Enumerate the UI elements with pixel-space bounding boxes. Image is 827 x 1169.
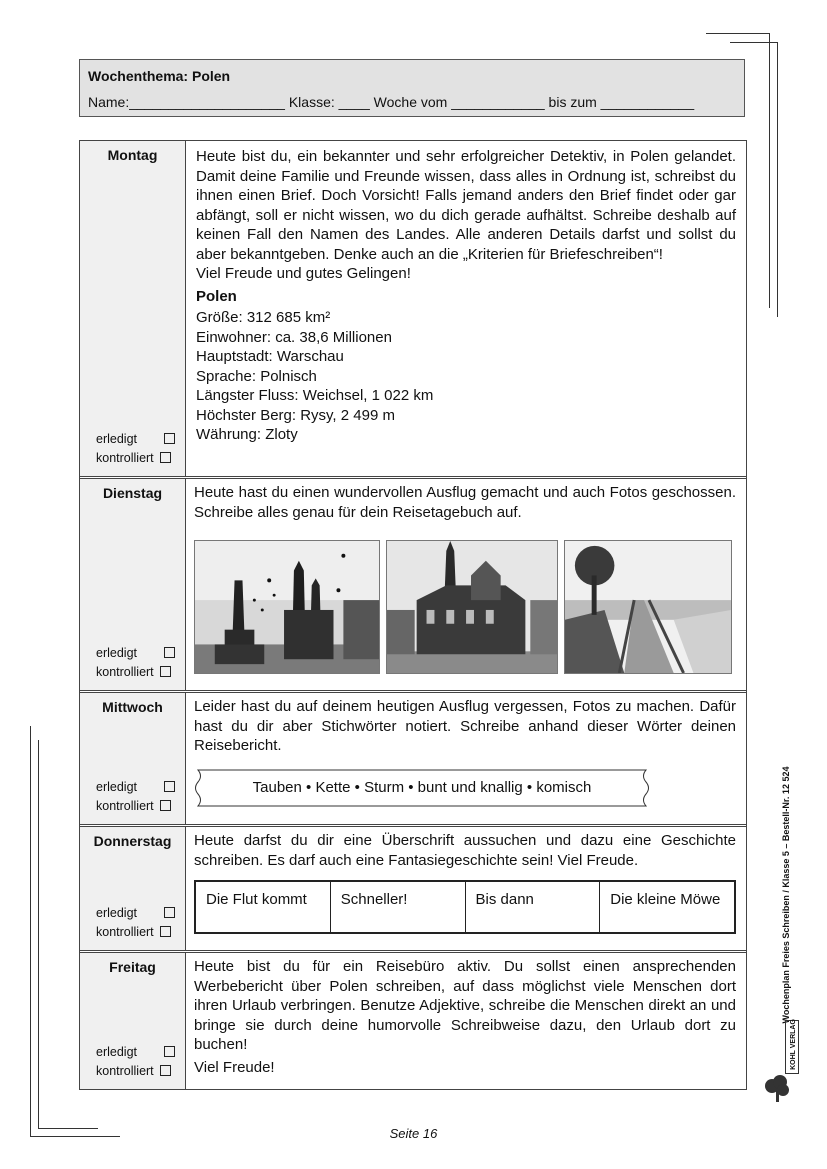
checkbox[interactable]: [164, 1046, 175, 1057]
checkbox[interactable]: [164, 433, 175, 444]
week-theme: Wochenthema: Polen: [88, 68, 231, 84]
day-row-donnerstag: [80, 827, 746, 953]
country-facts: Polen Größe: 312 685 km² Einwohner: ca. 38,6 Millionen Hauptstadt: Warschau Sprache: Polnisch Längster Fluss: Weichsel, 1 022 km Höchster Berg: Rysy, 2 499 m Währung: Zloty: [196, 287, 434, 443]
tree-icon: [763, 1072, 791, 1102]
corner-line: [769, 33, 770, 308]
corner-line: [777, 42, 778, 317]
checkbox[interactable]: [160, 926, 171, 937]
checkboxes: erledigt kontrolliert: [96, 904, 175, 942]
week-plan-table: [79, 140, 747, 1090]
photo-beach-boardwalk: [564, 540, 732, 674]
checkboxes: erledigt kontrolliert: [96, 430, 175, 468]
photo-strip: [194, 540, 736, 674]
day-row-mittwoch: [80, 693, 746, 827]
title-option: Bis dann: [466, 882, 601, 932]
task-text: Heute hast du einen wundervollen Ausflug gemacht und auch Fotos geschossen. Schreibe alles genau für dein Reisetagebuch auf.: [186, 479, 746, 690]
day-name: Donnerstag: [93, 833, 172, 849]
keyword-list: Tauben • Kette • Sturm • bunt und knallig • komisch: [252, 778, 592, 796]
checkboxes: erledigt kontrolliert: [96, 1043, 175, 1081]
task-text: Heute bist du für ein Reisebüro aktiv. Du sollst einen ansprechenden Werbebericht über Polen schreiben, auf dass möglichst viele Menschen dort ihren Urlaub verbringen. Benutze Adjektive, schreibe die Menschen direkt an und bringe sie durch deine humorvolle Schreibweise dazu, den Urlaub dort zu buchen! Viel Freude!: [194, 958, 736, 1076]
task-text: Leider hast du auf deinem heutigen Ausflug vergessen, Fotos zu machen. Dafür hast du dir aber Stichwörter notiert. Schreibe anhand dieser Wörter deinen Reisebericht. Tauben • Kette • Sturm • bunt und knallig • komisch: [186, 693, 746, 824]
day-name: Freitag: [109, 959, 156, 975]
day-row-dienstag: [80, 479, 746, 693]
title-option: Schneller!: [331, 882, 466, 932]
task-text: Heute bist du, ein bekannter und sehr erfolgreicher Detektiv, in Polen gelandet. Damit deine Familie und Freunde wissen, dass alles in Ordnung ist, schreibst du ihnen einen Brief. Doch Vorsicht! Falls jemand anders den Brief findet oder gar abfängt, soll er nicht wissen, wo du dich gerade aufhältst. Schreibe deshalb auf keinen Fall den Namen des Landes. Alle anderen Details darfst und sollst du aber bekanntgeben. Denke auch an die „Kriterien für Briefeschreiben“! Viel Freude und gutes Gelingen! Polen Größe: 312 685 km² Einwohner: ca. 38,6 Millionen Hauptstadt: Warschau Sprache: Polnisch Längster Fluss: Weichsel, 1 022 km Höchster Berg: Rysy, 2 499 m Währung: Zloty: [196, 148, 736, 443]
photo-wroclaw-townhall: [386, 540, 558, 674]
day-name: Dienstag: [102, 485, 163, 501]
checkbox[interactable]: [164, 781, 175, 792]
checkboxes: erledigt kontrolliert: [96, 778, 175, 816]
checkbox[interactable]: [160, 1065, 171, 1076]
corner-line: [30, 726, 31, 1136]
task-text: Heute darfst du dir eine Überschrift aussuchen und dazu eine Geschichte schreiben. Es darf auch eine Fantasiegeschichte sein! Viel Freude. Die Flut kommt Schneller! Bis dann Die kleine Möwe: [186, 827, 746, 950]
checkbox[interactable]: [164, 907, 175, 918]
keyword-box: [194, 768, 650, 806]
title-option: Die Flut kommt: [196, 882, 331, 932]
day-row-montag: [80, 141, 746, 479]
week-header: [79, 59, 745, 117]
corner-line: [706, 33, 770, 34]
checkbox[interactable]: [160, 452, 171, 463]
photo-krakow-square: [194, 540, 380, 674]
corner-line: [38, 740, 39, 1128]
title-options: [194, 880, 736, 934]
publisher-logo: KOHL VERLAG: [785, 1020, 799, 1074]
page-number: Seite 16: [389, 1126, 438, 1141]
day-row-freitag: [80, 953, 746, 1089]
order-info: Wochenplan Freies Schreiben / Klasse 5 – Bestell-Nr. 12 524: [781, 766, 791, 1024]
checkboxes: erledigt kontrolliert: [96, 644, 175, 682]
day-name: Montag: [107, 147, 158, 163]
checkbox[interactable]: [160, 800, 171, 811]
checkbox[interactable]: [160, 666, 171, 677]
title-option: Die kleine Möwe: [610, 891, 721, 908]
student-fields: Name:____________________ Klasse: ____ Woche vom ____________ bis zum ____________: [88, 94, 695, 110]
day-name: Mittwoch: [102, 699, 163, 715]
checkbox[interactable]: [164, 647, 175, 658]
